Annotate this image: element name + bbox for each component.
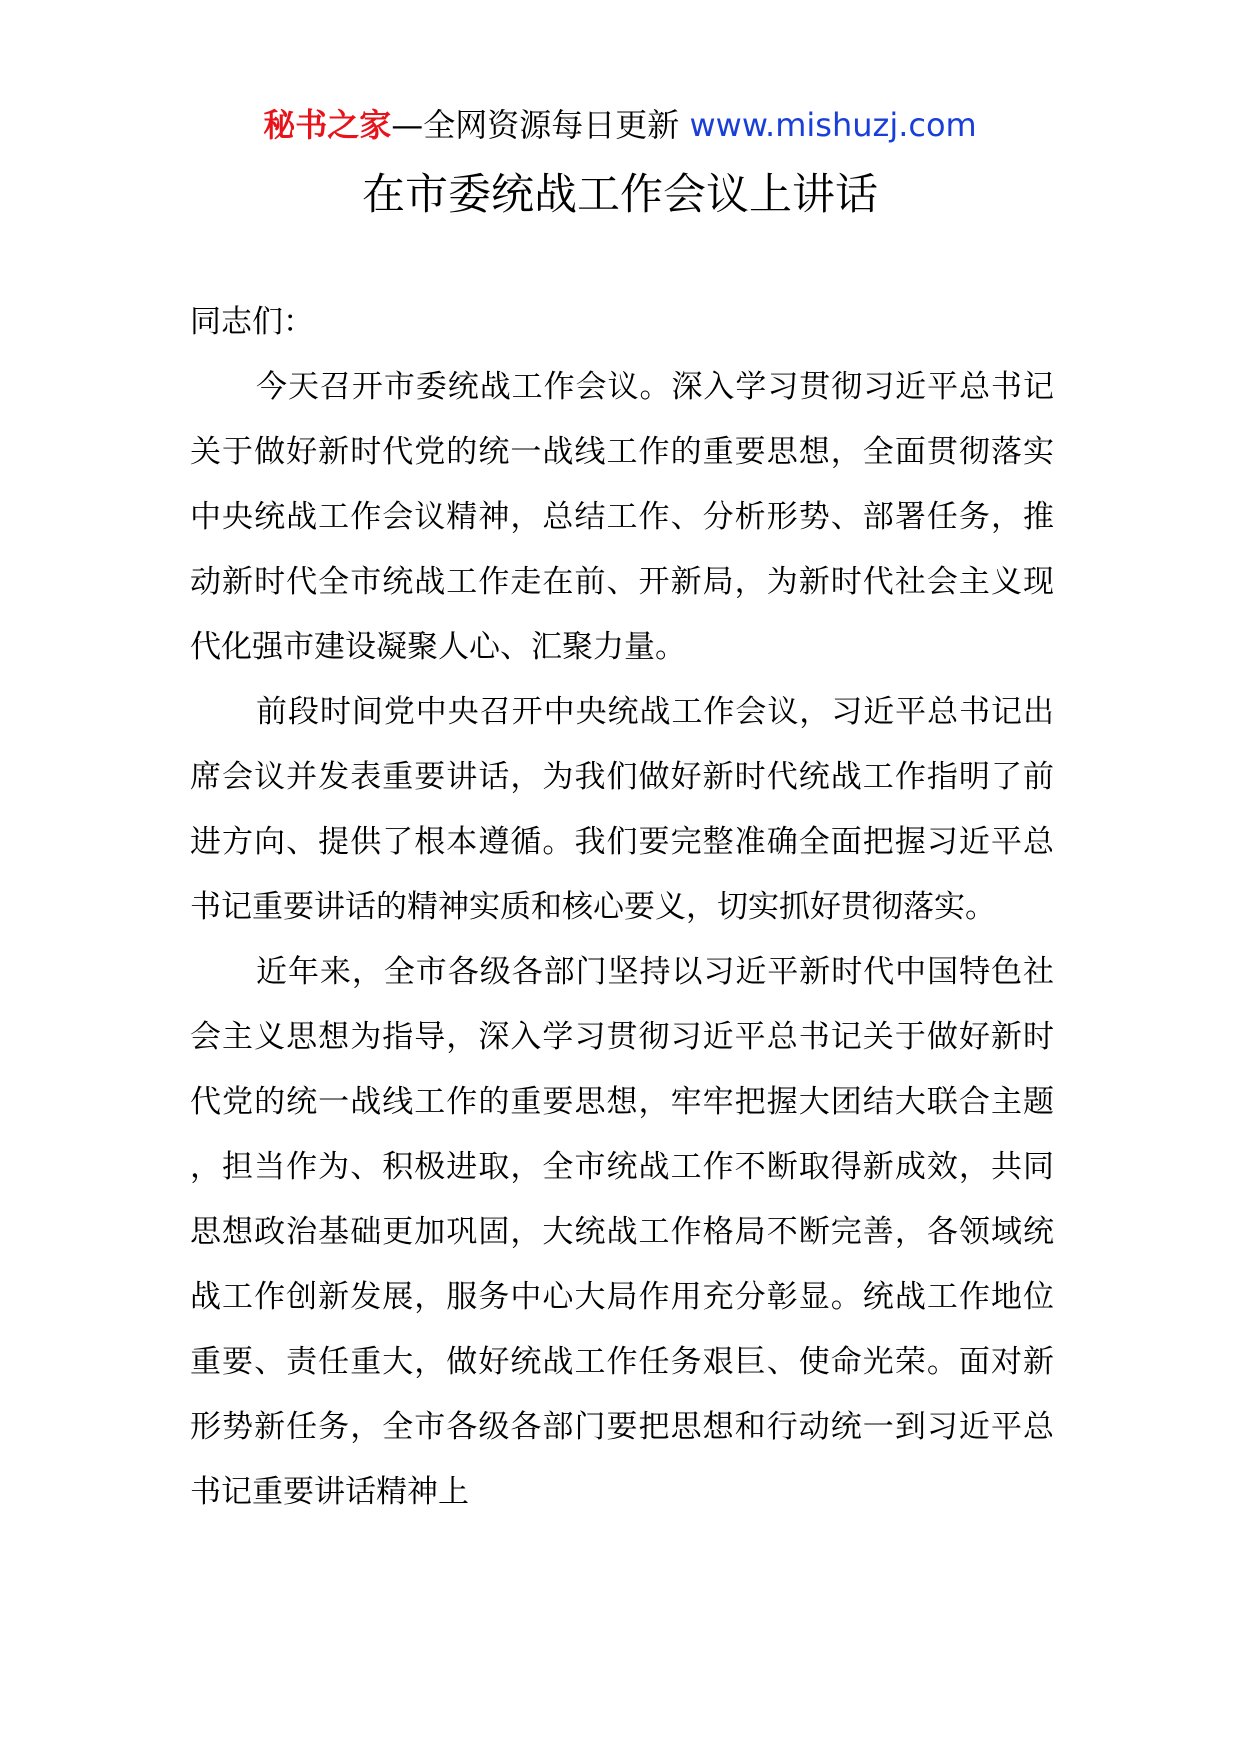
salutation: 同志们： — [190, 304, 314, 340]
paragraph-2: 前段时间党中央召开中央统战工作会议，习近平总书记出席会议并发表重要讲话，为我们做好新时代统战工作指明了前进方向、提供了根本遵循。我们要完整准确全面把握习近平总书记重要讲话的精神实质和核心要义，切实抓好贯彻落实。 — [190, 694, 1054, 925]
document-body — [190, 290, 1054, 1525]
paragraph-1: 今天召开市委统战工作会议。深入学习贯彻习近平总书记关于做好新时代党的统一战线工作的重要思想，全面贯彻落实中央统战工作会议精神，总结工作、分析形势、部署任务，推动新时代全市统战工作走在前、开新局，为新时代社会主义现代化强市建设凝聚人心、汇聚力量。 — [190, 369, 1054, 665]
header-tagline: —全网资源每日更新 — [391, 106, 690, 144]
brand-name: 秘书之家 — [263, 106, 392, 144]
site-header — [0, 98, 1240, 152]
site-url-link[interactable]: www.mishuzj.com — [689, 106, 977, 144]
paragraph-3: 近年来，全市各级各部门坚持以习近平新时代中国特色社会主义思想为指导，深入学习贯彻习近平总书记关于做好新时代党的统一战线工作的重要思想，牢牢把握大团结大联合主题，担当作为、积极进取，全市统战工作不断取得新成效，共同思想政治基础更加巩固，大统战工作格局不断完善，各领域统战工作创新发展，服务中心大局作用充分彰显。统战工作地位重要、责任重大，做好统战工作任务艰巨、使命光荣。面对新形势新任务，全市各级各部门要把思想和行动统一到习近平总书记重要讲话精神上 — [190, 954, 1054, 1510]
document-title: 在市委统战工作会议上讲话 — [362, 170, 878, 220]
